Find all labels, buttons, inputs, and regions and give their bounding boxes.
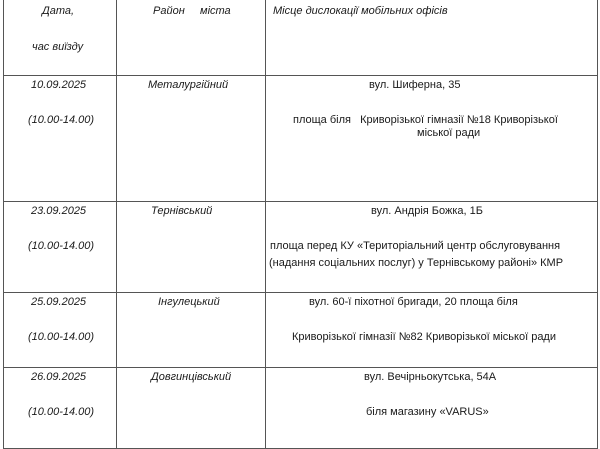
- table-row: [4, 293, 598, 368]
- row-time: (10.00-14.00): [28, 240, 95, 252]
- row-district: Тернівський: [151, 205, 213, 217]
- row-location-line: вул. Андрія Божка, 1Б: [371, 205, 483, 217]
- header-time-label: час виїзду: [32, 41, 84, 53]
- row-time: (10.00-14.00): [28, 406, 95, 418]
- row-location-line: вул. 60-ї піхотної бригади, 20 площа біля: [309, 296, 518, 308]
- row-date: 23.09.2025: [31, 205, 87, 217]
- row-date: 10.09.2025: [31, 79, 87, 91]
- row-location-line: Криворізької гімназії №82 Криворізької міської ради: [292, 331, 556, 343]
- header-location-label: Місце дислокації мобільних офісів: [273, 5, 448, 17]
- row-location-line: міської ради: [417, 127, 481, 139]
- row-location-line: вул. Вечірньокутська, 54А: [364, 371, 497, 383]
- row-location-line: вул. Шиферна, 35: [369, 79, 461, 91]
- row-location-line: біля магазину «VARUS»: [366, 406, 489, 418]
- row-date: 26.09.2025: [31, 371, 87, 383]
- row-time: (10.00-14.00): [28, 114, 95, 126]
- header-date-label: Дата,: [42, 5, 75, 17]
- table-row: [4, 368, 598, 449]
- row-location-line: площа перед КУ «Територіальний центр обслуговування: [270, 240, 561, 252]
- row-date: 25.09.2025: [31, 296, 87, 308]
- table-row: [4, 202, 598, 293]
- header-location: [266, 0, 598, 76]
- row-time: (10.00-14.00): [28, 331, 95, 343]
- header-date: [4, 0, 117, 76]
- header-district-label: Район міста: [153, 5, 231, 17]
- header-row: [4, 0, 598, 76]
- schedule-table: [3, 0, 598, 449]
- row-location-line: площа біля Криворізької гімназії №18 Криворізької: [293, 114, 558, 126]
- row-district: Металургійний: [148, 79, 229, 91]
- table-row: [4, 76, 598, 202]
- row-district: Довгинцівський: [151, 371, 232, 383]
- row-location-line: (надання соціальних послуг) у Тернівському районі» КМР: [269, 257, 564, 269]
- header-district: [117, 0, 266, 76]
- row-district: Інгулецький: [158, 296, 220, 308]
